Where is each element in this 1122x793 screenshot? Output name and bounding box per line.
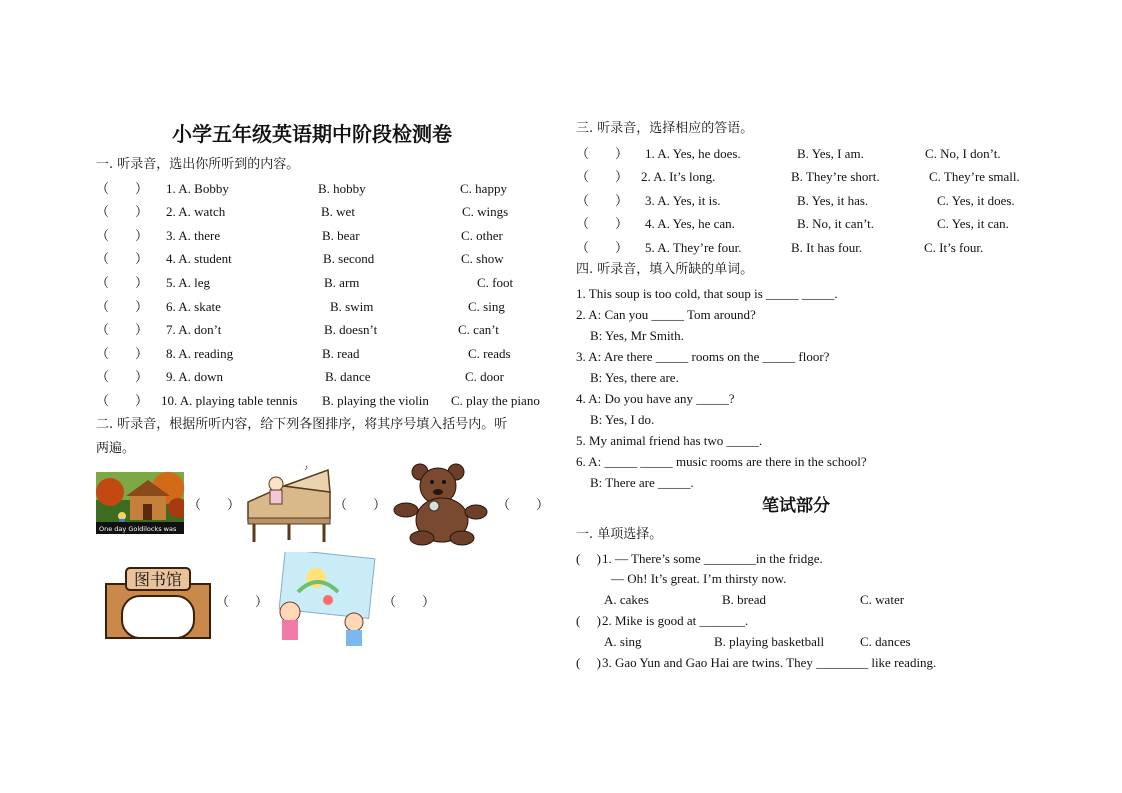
q1-option-c: C. water (860, 592, 905, 607)
part3-item-paren: （ ） (576, 240, 629, 255)
part1-item-option-b: B. second (323, 251, 375, 266)
part1-item-option-a: 9. A. down (166, 369, 224, 384)
part3-heading: 三. 听录音，选择相应的答语。 (576, 121, 754, 136)
part4-line: B: There are _____. (590, 475, 694, 490)
part1-item-option-c: C. show (461, 251, 504, 266)
q1-option-b: B. bread (722, 592, 767, 607)
part1-item-option-b: B. hobby (318, 181, 366, 196)
part1-item-paren: （ ） (96, 228, 149, 243)
q2-option-a: A. sing (604, 634, 642, 649)
part1-item-option-a: 5. A. leg (166, 275, 211, 290)
q2-paren: ( ) (576, 613, 601, 628)
part3-item-option-b: B. It has four. (791, 240, 863, 255)
part1-item-option-b: B. bear (322, 228, 360, 243)
part1-item-option-a: 10. A. playing table tennis (161, 393, 298, 408)
part4-line: 6. A: _____ _____ music rooms are there in the school? (576, 454, 867, 469)
picture1-answer-paren: （ ） (188, 497, 241, 512)
part1-item-paren: （ ） (96, 181, 149, 196)
part1-item-option-b: B. read (322, 346, 360, 361)
part1-item-option-c: C. can’t (458, 322, 499, 337)
library-sign-text: 图书馆 (133, 570, 183, 589)
part1-item-paren: （ ） (96, 275, 149, 290)
part1-item-option-a: 6. A. skate (166, 299, 221, 314)
piano-girl-picture (244, 462, 334, 544)
part3-item-option-b: B. They’re short. (791, 169, 880, 184)
svg-text:♪: ♪ (304, 463, 308, 472)
q1-option-a: A. cakes (604, 592, 649, 607)
q1-text-line2: — Oh! It’s great. I’m thirsty now. (611, 571, 787, 586)
part3-item-paren: （ ） (576, 146, 629, 161)
part1-item-paren: （ ） (96, 204, 149, 219)
part2-heading-line2: 两遍。 (96, 441, 136, 456)
part1-item-option-c: C. happy (460, 181, 507, 196)
part3-item-option-a: 1. A. Yes, he does. (645, 146, 741, 161)
teddy-bear-picture (392, 462, 488, 546)
part3-item-paren: （ ） (576, 193, 629, 208)
part1-item-paren: （ ） (96, 393, 149, 408)
part3-item-option-a: 4. A. Yes, he can. (645, 216, 735, 231)
part1-item-option-a: 4. A. student (166, 251, 232, 266)
q1-paren: ( ) (576, 551, 601, 566)
part4-line: 1. This soup is too cold, that soup is _____ _____. (576, 286, 838, 301)
part1-item-option-b: B. dance (325, 369, 371, 384)
part1-item-option-c: C. other (461, 228, 503, 243)
part1-item-paren: （ ） (96, 299, 149, 314)
part1-item-option-a: 3. A. there (166, 228, 221, 243)
picture2-answer-paren: （ ） (334, 497, 387, 512)
part3-item-option-c: C. Yes, it can. (937, 216, 1009, 231)
part4-line: 3. A: Are there _____ rooms on the _____ floor? (576, 349, 830, 364)
part1-item-option-a: 8. A. reading (166, 346, 234, 361)
part3-item-option-c: C. It’s four. (924, 240, 984, 255)
part1-item-paren: （ ） (96, 369, 149, 384)
part1-item-option-c: C. foot (477, 275, 514, 290)
part1-item-option-b: B. swim (330, 299, 374, 314)
part1-item-paren: （ ） (96, 322, 149, 337)
part1-item-paren: （ ） (96, 346, 149, 361)
part1-item-option-a: 1. A. Bobby (166, 181, 229, 196)
part3-item-option-c: C. No, I don’t. (925, 146, 1001, 161)
page-title: 小学五年级英语期中阶段检测卷 (172, 122, 452, 146)
written-section-heading: 笔试部分 (762, 496, 830, 516)
picture-caption: One day Goldilocks was (99, 525, 177, 533)
part3-item-option-a: 5. A. They’re four. (645, 240, 742, 255)
part3-item-option-b: B. Yes, it has. (797, 193, 869, 208)
q1-text: 1. — There’s some ________in the fridge. (602, 551, 823, 566)
picture4-answer-paren: （ ） (216, 594, 269, 609)
part3-item-paren: （ ） (576, 169, 629, 184)
q3-paren: ( ) (576, 655, 601, 670)
written-subheading: 一. 单项选择。 (576, 527, 663, 542)
part4-line: B: Yes, Mr Smith. (590, 328, 684, 343)
children-playing-picture (268, 552, 376, 652)
part1-item-option-c: C. reads (468, 346, 511, 361)
goldilocks-house-picture (96, 472, 184, 534)
part4-line: 5. My animal friend has two _____. (576, 433, 763, 448)
part1-item-option-b: B. playing the violin (322, 393, 429, 408)
part1-item-option-c: C. door (465, 369, 504, 384)
q2-text: 2. Mike is good at _______. (602, 613, 749, 628)
library-picture (102, 564, 214, 640)
part1-item-option-b: B. arm (324, 275, 360, 290)
part4-line: B: Yes, there are. (590, 370, 679, 385)
part4-line: 2. A: Can you _____ Tom around? (576, 307, 756, 322)
part1-item-option-b: B. doesn’t (324, 322, 378, 337)
part4-line: 4. A: Do you have any _____? (576, 391, 735, 406)
part3-item-option-a: 3. A. Yes, it is. (645, 193, 721, 208)
part1-item-paren: （ ） (96, 251, 149, 266)
part1-item-option-c: C. sing (468, 299, 505, 314)
part1-item-option-c: C. wings (462, 204, 509, 219)
part3-item-option-b: B. Yes, I am. (797, 146, 864, 161)
part3-item-option-c: C. They’re small. (929, 169, 1020, 184)
part1-item-option-a: 7. A. don’t (166, 322, 222, 337)
part2-heading-line1: 二. 听录音，根据所听内容，给下列各图排序，将其序号填入括号内。听 (96, 417, 508, 432)
part3-item-paren: （ ） (576, 216, 629, 231)
part1-heading: 一. 听录音，选出你所听到的内容。 (96, 157, 300, 172)
part4-line: B: Yes, I do. (590, 412, 655, 427)
picture3-answer-paren: （ ） (497, 497, 550, 512)
part1-item-option-a: 2. A. watch (166, 204, 226, 219)
part1-item-option-c: C. play the piano (451, 393, 540, 408)
picture5-answer-paren: （ ） (383, 594, 436, 609)
part4-heading: 四. 听录音，填入所缺的单词。 (576, 262, 754, 277)
part3-item-option-b: B. No, it can’t. (797, 216, 875, 231)
part3-item-option-c: C. Yes, it does. (937, 193, 1015, 208)
part1-item-option-b: B. wet (321, 204, 355, 219)
q2-option-b: B. playing basketball (714, 634, 825, 649)
q2-option-c: C. dances (860, 634, 911, 649)
q3-text: 3. Gao Yun and Gao Hai are twins. They ________ like reading. (602, 655, 937, 670)
part3-item-option-a: 2. A. It’s long. (641, 169, 716, 184)
